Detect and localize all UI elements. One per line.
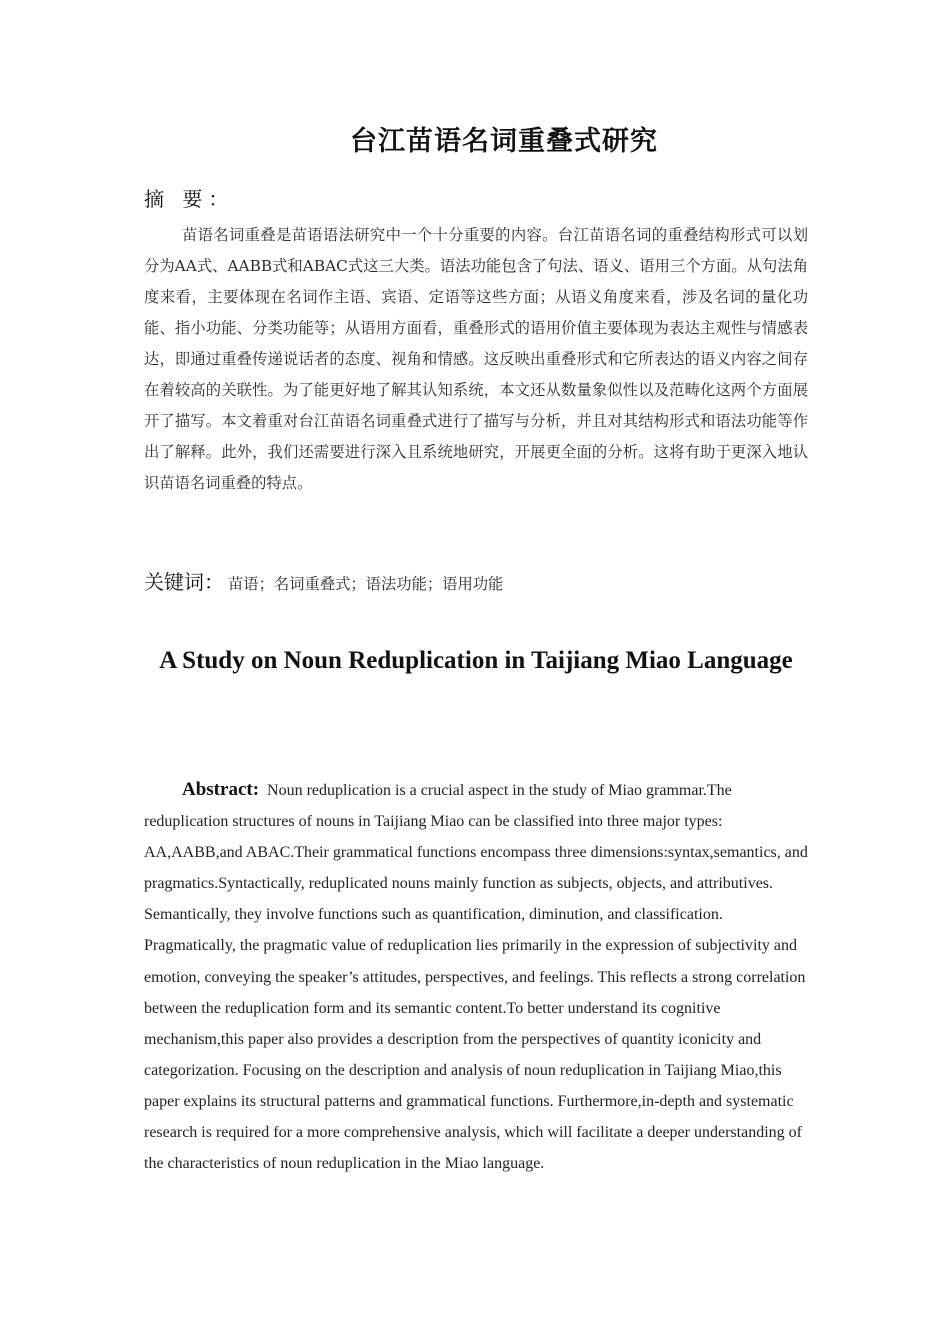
english-abstract-label: Abstract:: [182, 779, 260, 800]
chinese-keywords: [144, 566, 808, 601]
chinese-keywords-label: 关键词：: [144, 570, 224, 594]
chinese-abstract-label: 摘 要：: [144, 187, 235, 211]
chinese-keywords-value: 苗语；名词重叠式；语法功能；语用功能: [228, 575, 504, 593]
english-abstract-text: Noun reduplication is a crucial aspect in the study of Miao grammar.The reduplication structures of nouns in Taijiang Miao can be classified into three major types: AA,AABB,and ABAC.Their grammatical functions encompass three dimensions:syntax,semantics, and pragmatics.Syntactically, reduplicated nouns mainly function as subjects, objects, and attributives. Semantically, they involve functions such as quantification, diminution, and classification. Pragmatically, the pragmatic value of reduplication lies primarily in the expression of subjectivity and emotion, conveying the speaker’s attitudes, perspectives, and feelings. This reflects a strong correlation between the reduplication form and its semantic content.To better understand its cognitive mechanism,this paper also provides a description from the perspectives of quantity iconicity and categorization. Focusing on the description and analysis of noun reduplication in Taijiang Miao,this paper explains its structural patterns and grammatical functions. Furthermore,in-depth and systematic research is required for a more comprehensive analysis, which will facilitate a deeper understanding of the characteristics of noun reduplication in the Miao language.: [144, 782, 808, 1173]
chinese-title: 台江苗语名词重叠式研究: [350, 126, 658, 157]
chinese-abstract-text: 苗语名词重叠是苗语语法研究中一个十分重要的内容。台江苗语名词的重叠结构形式可以划分为AA式、AABB式和ABAC式这三大类。语法功能包含了句法、语义、语用三个方面。从句法角度来看，主要体现在名词作主语、宾语、定语等这些方面；从语义角度来看，涉及名词的量化功能、指小功能、分类功能等；从语用方面看，重叠形式的语用价值主要体现为表达主观性与情感表达，即通过重叠传递说话者的态度、视角和情感。这反映出重叠形式和它所表达的语义内容之间存在着较高的关联性。为了能更好地了解其认知系统，本文还从数量象似性以及范畴化这两个方面展开了描写。本文着重对台江苗语名词重叠式进行了描写与分析，并且对其结构形式和语法功能等作出了解释。此外，我们还需要进行深入且系统地研究，开展更全面的分析。这将有助于更深入地认识苗语名词重叠的特点。: [144, 226, 808, 492]
english-title: A Study on Noun Reduplication in Taijiang Miao Language: [159, 647, 793, 674]
english-abstract: [144, 774, 808, 1179]
